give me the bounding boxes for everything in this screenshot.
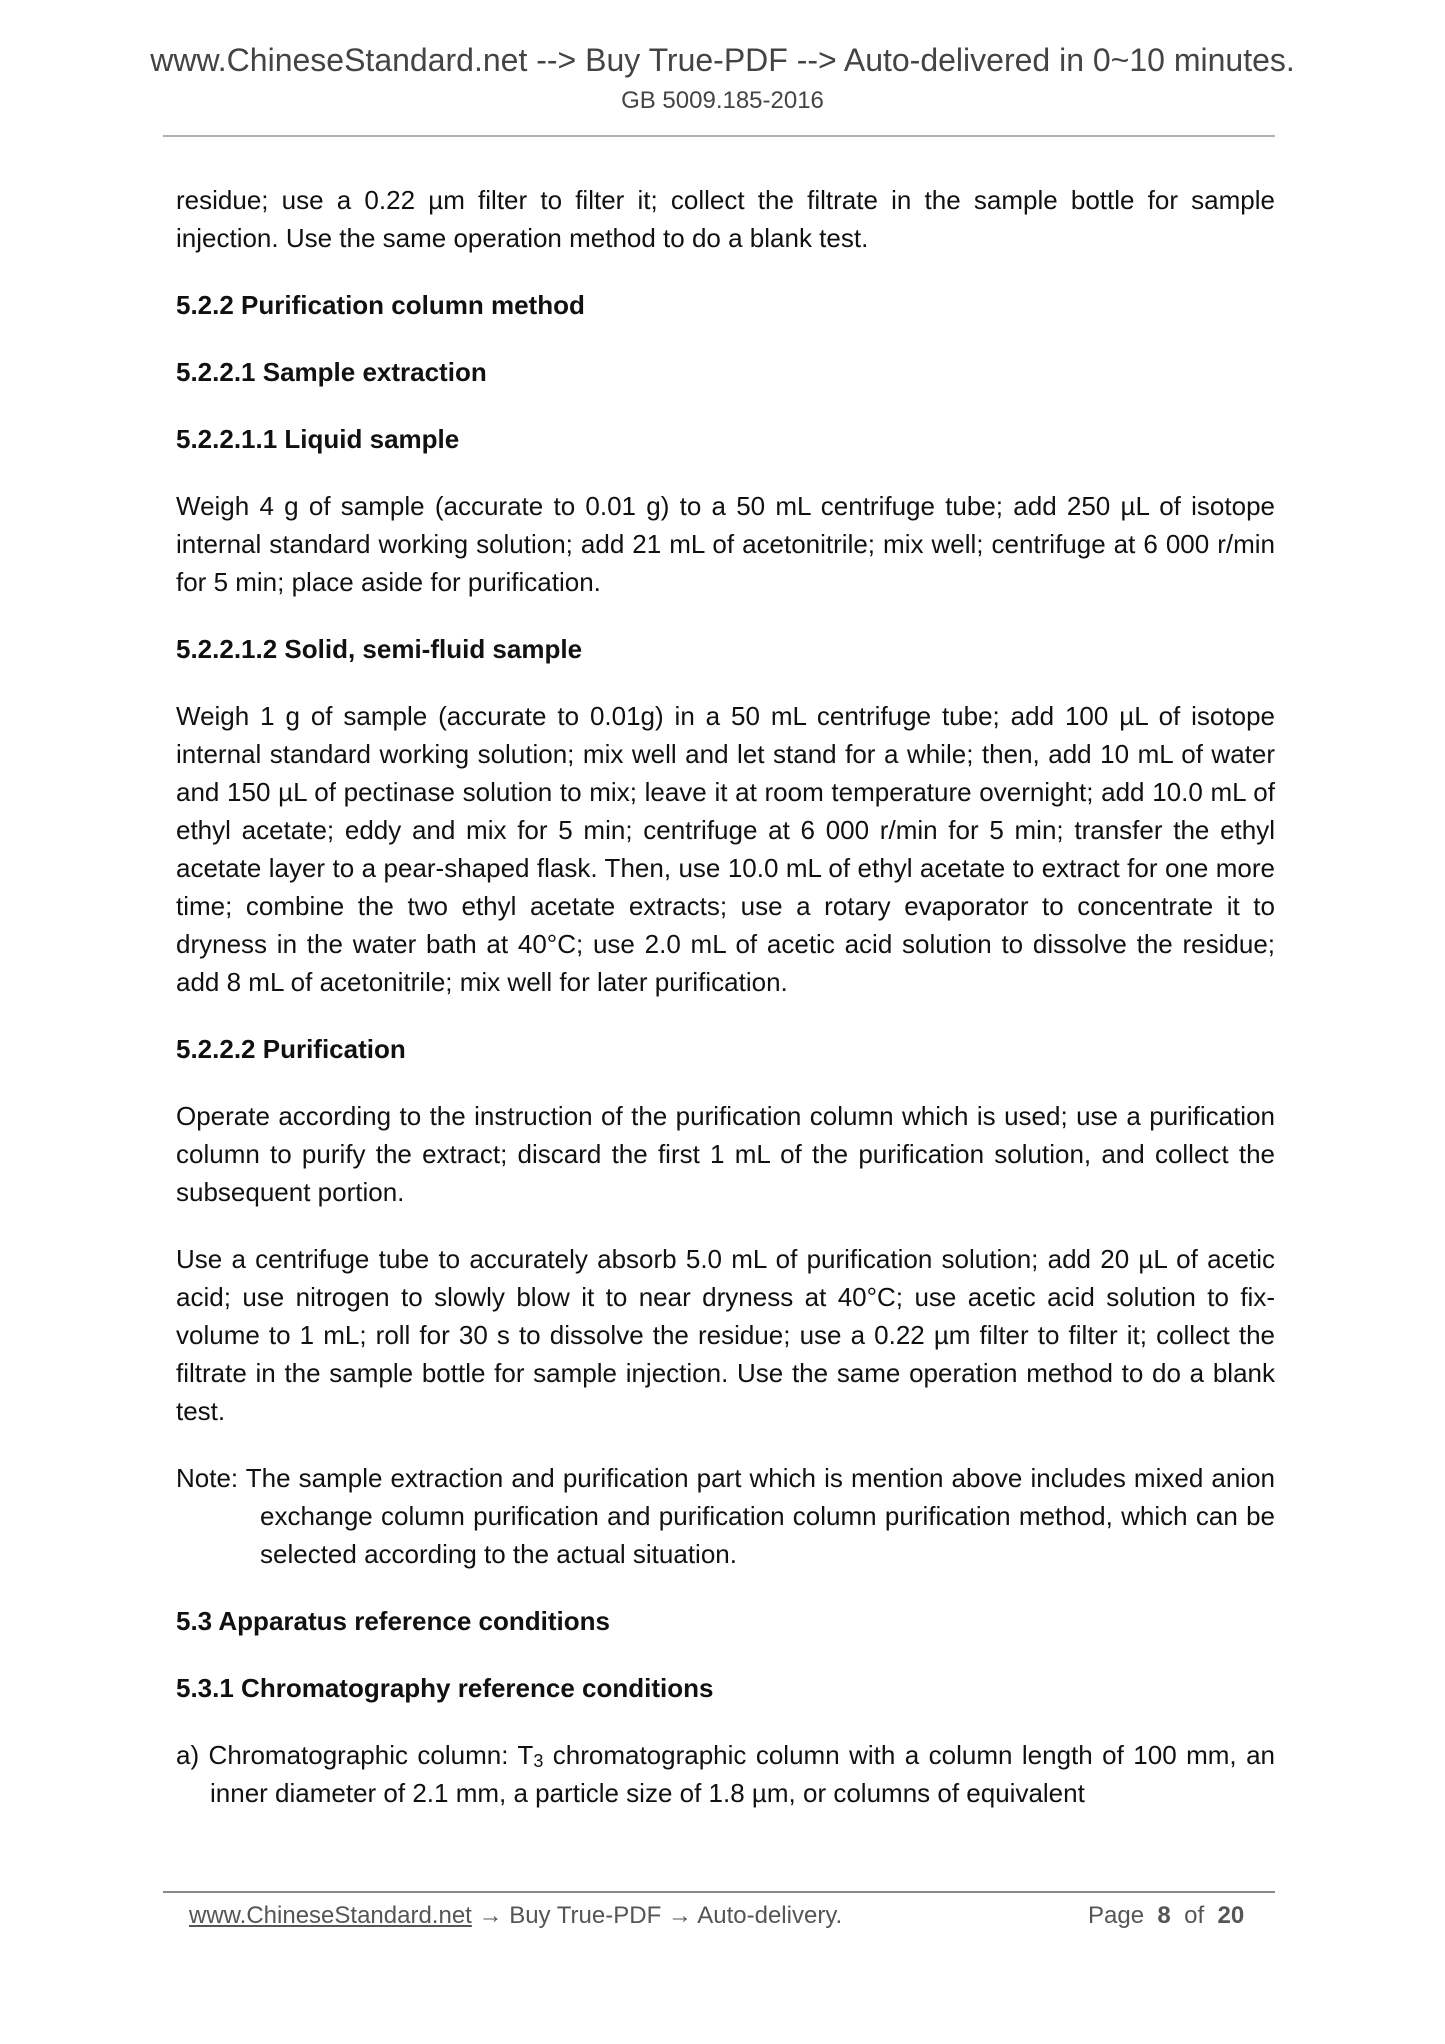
arrow-right-icon: → xyxy=(471,1902,510,1929)
paragraph-solid-sample: Weigh 1 g of sample (accurate to 0.01g) in a 50 mL centrifuge tube; add 100 µL of isotope internal standard working solution; mix well and let stand for a while; then, add 10 mL of water and 150 µL of pectinase solution to mix; leave it at room temperature overnight; add 10.0 mL of ethyl acetate; eddy and mix for 5 min; centrifuge at 6 000 r/min for 5 min; transfer the ethyl acetate layer to a pear-shaped flask. Then, use 10.0 mL of ethyl acetate to extract for one more time; combine the two ethyl acetate extracts; use a rotary evaporator to concentrate it to dryness in the water bath at 40°C; use 2.0 mL of acetic acid solution to dissolve the residue; add 8 mL of acetonitrile; mix well for later purification. xyxy=(176,701,1275,997)
footer-promo xyxy=(189,1900,842,1932)
paragraph-liquid-sample: Weigh 4 g of sample (accurate to 0.01 g) to a 50 mL centrifuge tube; add 250 µL of isotope internal standard working solution; add 21 mL of acetonitrile; mix well; centrifuge at 6 000 r/min for 5 min; place aside for purification. xyxy=(176,491,1275,597)
paragraph-centrifuge: Use a centrifuge tube to accurately absorb 5.0 mL of purification solution; add 20 µL of acetic acid; use nitrogen to slowly blow it to near dryness at 40°C; use acetic acid solution to fix-volume to 1 mL; roll for 30 s to dissolve the residue; use a 0.22 µm filter to filter it; collect the filtrate in the sample bottle for sample injection. Use the same operation method to do a blank test. xyxy=(176,1244,1275,1426)
footer-delivery-text: Auto-delivery. xyxy=(697,1902,843,1929)
list-item-a-text-end: chromatographic column with a column length of 100 mm, an inner diameter of 2.1 mm, a particle size of 1.8 µm, or columns of equivalent xyxy=(210,1740,1275,1808)
page-content xyxy=(176,181,1275,1812)
page-label: Page xyxy=(1088,1902,1145,1929)
arrow-right-icon: → xyxy=(661,1902,698,1929)
list-item-a xyxy=(176,1736,1275,1812)
of-label: of xyxy=(1184,1902,1205,1929)
footer-site-link[interactable]: www.ChineseStandard.net xyxy=(189,1902,472,1929)
heading-5-2-2: 5.2.2 Purification column method xyxy=(176,290,585,320)
heading-5-3-1: 5.3.1 Chromatography reference conditions xyxy=(176,1673,714,1703)
paragraph-continued: residue; use a 0.22 µm filter to filter it; collect the filtrate in the sample bottle for sample injection. Use the same operation method to do a blank test. xyxy=(176,185,1275,253)
footer-buy-text: Buy True-PDF xyxy=(509,1902,662,1929)
footer-divider xyxy=(163,1891,1275,1893)
header-banner: www.ChineseStandard.net --> Buy True-PDF --> Auto-delivered in 0~10 minutes. xyxy=(150,42,1295,78)
heading-5-3: 5.3 Apparatus reference conditions xyxy=(176,1606,610,1636)
document-number: GB 5009.185-2016 xyxy=(621,87,824,114)
heading-5-2-2-1-2: 5.2.2.1.2 Solid, semi-fluid sample xyxy=(176,634,583,664)
header-divider xyxy=(163,135,1275,137)
paragraph-operate: Operate according to the instruction of the purification column which is used; use a purification column to purify the extract; discard the first 1 mL of the purification solution, and collect the subsequent portion. xyxy=(176,1101,1275,1207)
page-total: 20 xyxy=(1217,1902,1245,1929)
heading-5-2-2-1: 5.2.2.1 Sample extraction xyxy=(176,357,487,387)
note: Note: The sample extraction and purification part which is mention above includes mixed anion exchange column purification and purification column purification method, which can be selected according to the actual situation. xyxy=(176,1463,1275,1569)
list-item-a-text-start: a) Chromatographic column: T xyxy=(176,1740,534,1770)
page-indicator xyxy=(1088,1900,1244,1932)
heading-5-2-2-2: 5.2.2.2 Purification xyxy=(176,1034,406,1064)
page-current: 8 xyxy=(1157,1902,1171,1929)
heading-5-2-2-1-1: 5.2.2.1.1 Liquid sample xyxy=(176,424,460,454)
subscript: 3 xyxy=(533,1751,544,1771)
